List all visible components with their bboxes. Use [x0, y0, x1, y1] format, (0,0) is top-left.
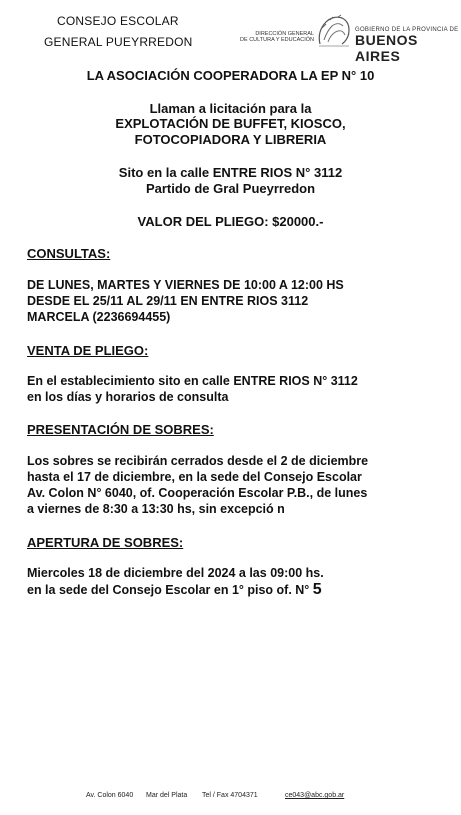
location-line2: Partido de Gral Pueyrredon — [145, 181, 316, 196]
footer-email[interactable]: ce043@abc.gob.ar — [285, 792, 345, 799]
call-line1: Llaman a licitación para la — [149, 101, 312, 116]
direction-line1: DIRECCIÓN GENERAL — [255, 31, 314, 37]
price-line: VALOR DEL PLIEGO: $20000.- — [137, 214, 324, 229]
government-label — [355, 27, 461, 64]
location-line1: Sito en la calle ENTRE RIOS N° 3112 — [118, 165, 343, 180]
venta-heading: VENTA DE PLIEGO: — [27, 343, 149, 358]
apertura-line1: Miercoles 18 de diciembre del 2024 a las 09:00 hs. — [27, 566, 324, 580]
council-name-line1: CONSEJO ESCOLAR — [57, 14, 179, 28]
call-line2: EXPLOTACIÓN DE BUFFET, KIOSCO, — [115, 116, 346, 131]
office-number: 5 — [312, 581, 322, 598]
venta-line2: en los días y horarios de consulta — [27, 390, 229, 404]
apertura-line2-text: en la sede del Consejo Escolar en 1° piso of. N° — [27, 583, 310, 597]
presentacion-line4: a viernes de 8:30 a 13:30 hs, sin excepció n — [27, 502, 285, 516]
apertura-heading: APERTURA DE SOBRES: — [27, 535, 184, 550]
consultas-line1: DE LUNES, MARTES Y VIERNES DE 10:00 A 12:00 HS — [27, 278, 344, 292]
footer-city: Mar del Plata — [146, 792, 188, 799]
association-title: LA ASOCIACIÓN COOPERADORA LA EP N° 10 — [86, 68, 375, 83]
council-name-line2: GENERAL PUEYRREDON — [44, 35, 193, 49]
government-line2: BUENOS AIRES — [355, 32, 418, 64]
consultas-line2: DESDE EL 25/11 AL 29/11 EN ENTRE RIOS 3112 — [27, 294, 309, 308]
call-line3: FOTOCOPIADORA Y LIBRERIA — [134, 132, 327, 147]
presentacion-heading: PRESENTACIÓN DE SOBRES: — [27, 422, 214, 437]
direction-line2: DE CULTURA Y EDUCACIÓN — [240, 37, 314, 43]
government-line1: GOBIERNO DE LA PROVINCIA DE — [355, 27, 459, 33]
consultas-heading: CONSULTAS: — [27, 246, 111, 261]
footer-phone: Tel / Fax 4704371 — [202, 792, 258, 799]
apertura-line2 — [27, 582, 322, 599]
province-seal-icon — [316, 14, 352, 48]
footer-address: Av. Colon 6040 — [86, 792, 134, 799]
venta-line1: En el establecimiento sito en calle ENTRE RIOS N° 3112 — [27, 374, 358, 388]
direction-label — [238, 31, 314, 43]
presentacion-line2: hasta el 17 de diciembre, en la sede del Consejo Escolar — [27, 470, 362, 484]
consultas-line3: MARCELA (2236694455) — [27, 310, 171, 324]
presentacion-line1: Los sobres se recibirán cerrados desde el 2 de diciembre — [27, 454, 369, 468]
presentacion-line3: Av. Colon N° 6040, of. Cooperación Escolar P.B., de lunes — [27, 486, 368, 500]
